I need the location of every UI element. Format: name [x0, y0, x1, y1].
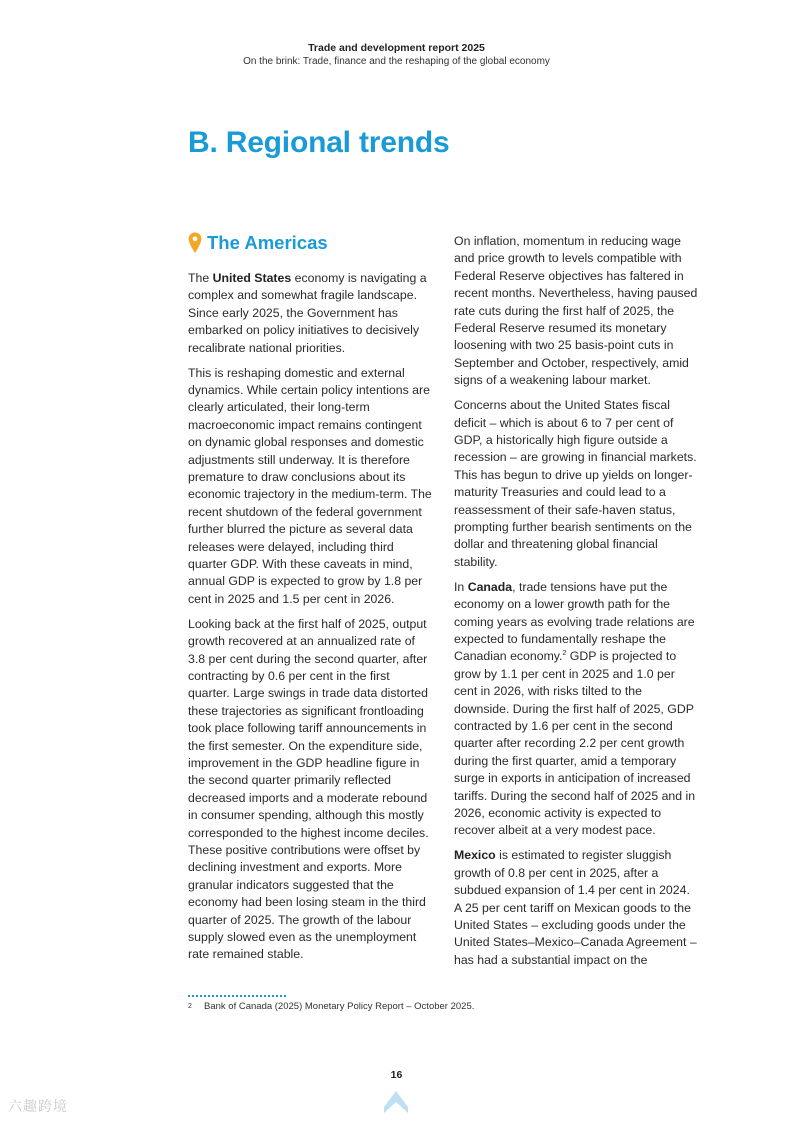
section-title: B. Regional trends	[188, 126, 450, 159]
footnote-text: Bank of Canada (2025) Monetary Policy Report – October 2025.	[204, 1001, 475, 1012]
text-lead: In	[454, 579, 468, 594]
text-body-continued: GDP is projected to grow by 1.1 per cent in 2025 and 1.0 per cent in 2026, with risks tilted to the downside. During the first half of 2025, GDP contracted by 1.6 per cent in the second quarter after recording 2.2 per cent growth during the first quarter, amid a temporary surge in exports in anticipation of increased tariffs. During the second half of 2025 and in 2026, economic activity is expected to recover albeit at a very modest pace.	[454, 649, 696, 838]
paragraph-inflation: On inflation, momentum in reducing wage and price growth to levels compatible with Federal Reserve objectives has faltered in recent months. Nevertheless, having paused rate cuts during the first half of 2025, the Federal Reserve resumed its monetary loosening with two 25 basis-point cuts in September and October, respectively, amid signs of a weakening labour market.	[454, 234, 698, 388]
page-number: 16	[390, 1069, 403, 1081]
country-name-mexico: Mexico	[454, 848, 496, 863]
report-title: Trade and development report 2025	[308, 42, 485, 54]
paragraph-first-half: Looking back at the first half of 2025, output growth recovered at an annualized rate of 3.8 per cent during the second quarter, after contracting by 0.6 per cent in the first quarter. Large swings in trade data distorted these trajectories as significant frontloading took place following tariff announcements in the first semester. On the expenditure side, improvement in the GDP headline figure in the second quarter primarily reflected decreased imports and a moderate rebound in consumer spending, although this mostly corresponded to the highest income deciles. These positive contributions were offset by declining investment and exports. More granular indicators suggested that the economy had been losing steam in the third quarter of 2025. The growth of the labour supply slowed even as the unemployment rate remained stable.	[188, 616, 429, 962]
text-body: is estimated to register sluggish growth of 0.8 per cent in 2025, after a subdued expansion of 1.4 per cent in 2024. A 25 per cent tariff on Mexican goods to the United States – excluding goods under the United States–Mexico–Canada Agreement – has had a substantial impact on the	[454, 848, 697, 967]
right-column	[454, 233, 700, 977]
footnote-number: 2	[188, 1003, 192, 1010]
subsection-title: The Americas	[207, 232, 328, 254]
text-body: economy is navigating a complex and somewhat fragile landscape. Since early 2025, the Government has embarked on policy initiatives to decisively recalibrate national priorities.	[188, 271, 427, 355]
paragraph-united-states	[188, 270, 432, 357]
back-to-top-arrow-icon[interactable]	[383, 1090, 409, 1114]
watermark-text: 六趣跨境	[8, 1099, 68, 1115]
report-subtitle: On the brink: Trade, finance and the reshaping of the global economy	[243, 56, 550, 67]
subsection-heading	[188, 232, 432, 254]
text-body: , trade tensions have put the economy on a lower growth path for the coming years as evolving trade relations are expected to fundamentally reshape the Canadian economy.	[454, 579, 695, 664]
country-name-canada: Canada	[467, 579, 513, 594]
footnote-divider	[188, 995, 286, 997]
left-column	[188, 232, 432, 971]
paragraph-reshaping: This is reshaping domestic and external dynamics. While certain policy intentions are clearly articulated, their long-term macroeconomic impact remains contingent on dynamic global responses and domestic adjustments still underway. It is therefore premature to draw conclusions about its economic trajectory in the medium-term. The recent shutdown of the federal government further blurred the picture as several data releases were delayed, including third quarter GDP. With these caveats in mind, annual GDP is expected to grow by 1.8 per cent in 2025 and 1.5 per cent in 2026.	[188, 365, 432, 606]
paragraph-fiscal-deficit: Concerns about the United States fiscal deficit – which is about 6 to 7 per cent of GDP, a historically high figure outside a recession – are growing in financial markets. This has begun to drive up yields on longer-maturity Treasuries and could lead to a reassessment of their safe-haven status, prompting further bearish sentiments on the dollar and threatening global financial stability.	[454, 398, 697, 569]
paragraph-canada	[454, 579, 700, 840]
running-header	[0, 42, 793, 68]
footnote-reference[interactable]: 2	[562, 650, 567, 658]
location-pin-icon	[188, 232, 202, 254]
watermark	[8, 1096, 68, 1116]
footnote	[188, 1001, 474, 1013]
paragraph-mexico	[454, 847, 700, 969]
text-lead: The	[188, 271, 213, 285]
country-name-united-states: United States	[212, 271, 292, 285]
